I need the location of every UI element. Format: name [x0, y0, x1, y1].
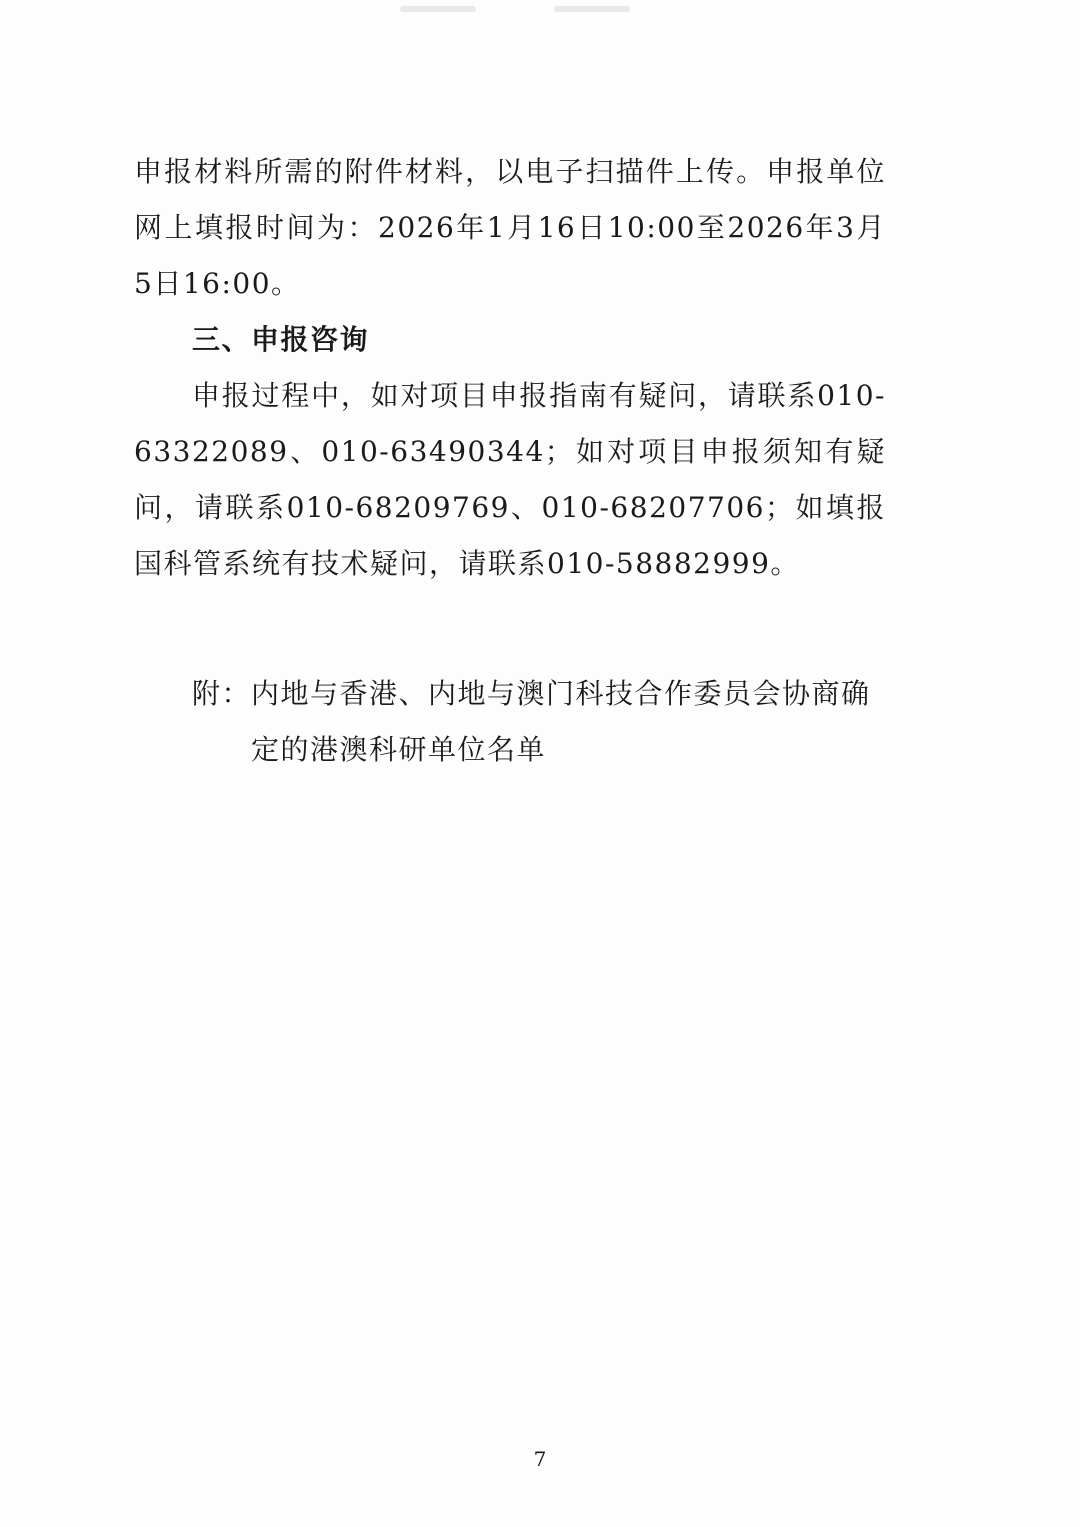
attachment-note — [192, 666, 892, 778]
page-number: 7 — [533, 1447, 547, 1471]
section-heading-consultation: 三、申报咨询 — [192, 323, 370, 356]
attachment-label: 附： — [192, 677, 252, 710]
attachment-text: 内地与香港、内地与澳门科技合作委员会协商确定的港澳科研单位名单 — [251, 677, 871, 766]
body-paragraph-contacts: 申报过程中，如对项目申报指南有疑问，请联系010-63322089、010-63490344；如对项目申报须知有疑问，请联系010-68209769、010-68207706；如填报国科管系统有技术疑问，请联系010-58882999。 — [134, 379, 886, 580]
scan-artifact — [554, 6, 630, 12]
body-paragraph-submission-time: 申报材料所需的附件材料，以电子扫描件上传。申报单位网上填报时间为：2026年1月16日10:00至2026年3月5日16:00。 — [134, 155, 886, 300]
scan-artifact — [400, 6, 476, 12]
